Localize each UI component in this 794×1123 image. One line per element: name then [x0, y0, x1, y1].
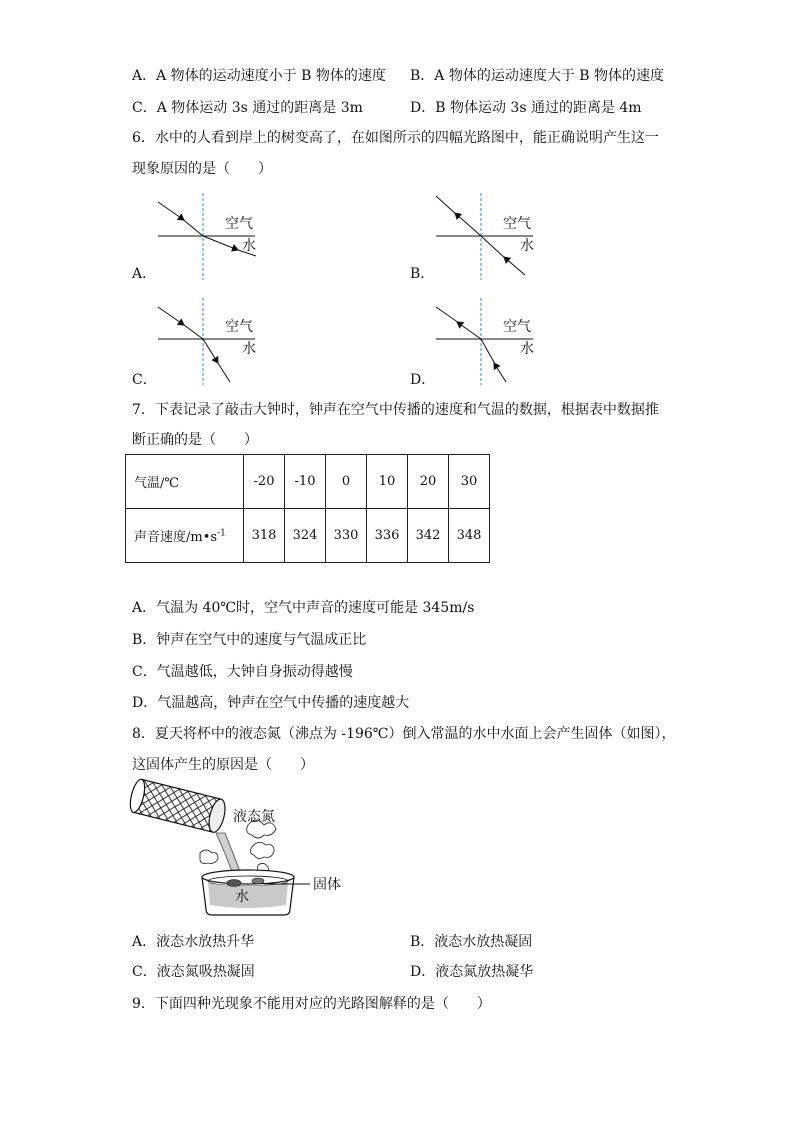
- q6-option-b-letter: B．: [410, 266, 435, 282]
- q5-option-d: D．B 物体运动 3s 通过的距离是 4m: [410, 100, 642, 116]
- air-label: 空气: [225, 216, 253, 232]
- air-label: 空气: [503, 216, 531, 232]
- table-row: [126, 509, 490, 563]
- table-cell: 0: [326, 455, 367, 509]
- liquid-nitrogen-figure: [130, 785, 360, 920]
- q7-option-a: A．气温为 40℃时，空气中声音的速度可能是 345m/s: [132, 600, 475, 616]
- q6-option-d-letter: D．: [410, 372, 436, 388]
- table-header-text: 声音速度/m•s: [134, 530, 218, 545]
- q5-option-c: C．A 物体运动 3s 通过的距离是 3m: [132, 100, 363, 116]
- table-cell: -20: [244, 455, 285, 509]
- q8-option-c: C．液态氮吸热凝固: [132, 964, 255, 980]
- water-label: 水: [242, 238, 256, 254]
- q8-stem-line2: 这固体产生的原因是（ ）: [132, 757, 314, 773]
- solid-label: 固体: [313, 877, 341, 893]
- q6-stem-line1: 6．水中的人看到岸上的树变高了，在如图所示的四幅光路图中，能正确说明产生这一: [132, 130, 659, 146]
- q6-stem-line2: 现象原因的是（ ）: [132, 161, 272, 177]
- table-cell: [126, 509, 244, 563]
- q7-stem-line1: 7．下表记录了敲击大钟时，钟声在空气中传播的速度和气温的数据，根据表中数据推: [132, 402, 659, 418]
- liquid-nitrogen-label: 液态氮: [233, 809, 275, 825]
- table-header-sup: -1: [217, 528, 226, 539]
- q8-option-a: A．液态水放热升华: [132, 934, 255, 950]
- q8-option-b: B．液态水放热凝固: [410, 934, 533, 950]
- table-cell: -10: [285, 455, 326, 509]
- q6-figure-c: [150, 295, 270, 390]
- water-label: 水: [235, 889, 249, 905]
- table-cell: 348: [449, 509, 490, 563]
- q5-option-b: B．A 物体的运动速度大于 B 物体的速度: [410, 68, 665, 84]
- q5-option-a: A．A 物体的运动速度小于 B 物体的速度: [132, 68, 386, 84]
- table-cell: 336: [367, 509, 408, 563]
- q6-figure-b: [428, 190, 548, 285]
- table-cell: 20: [408, 455, 449, 509]
- q8-stem-line1: 8．夏天将杯中的液态氮（沸点为 -196℃）倒入常温的水中水面上会产生固体（如图），: [132, 726, 676, 742]
- table-cell: 324: [285, 509, 326, 563]
- q7-option-b: B．钟声在空气中的速度与气温成正比: [132, 632, 367, 648]
- table-row: [126, 455, 490, 509]
- water-label: 水: [520, 341, 534, 357]
- q6-option-c-letter: C．: [132, 372, 157, 388]
- air-label: 空气: [503, 319, 531, 335]
- q7-option-c: C．气温越低，大钟自身振动得越慢: [132, 664, 353, 680]
- air-label: 空气: [225, 319, 253, 335]
- table-cell: 330: [326, 509, 367, 563]
- q8-option-d: D．液态氮放热凝华: [410, 964, 534, 980]
- table-cell: 318: [244, 509, 285, 563]
- water-label: 水: [242, 341, 256, 357]
- q7-option-d: D．气温越高，钟声在空气中传播的速度越大: [132, 695, 410, 711]
- table-cell: 30: [449, 455, 490, 509]
- q6-figure-a: [150, 190, 270, 285]
- table-cell: 10: [367, 455, 408, 509]
- q7-stem-line2: 断正确的是（ ）: [132, 432, 258, 448]
- data-table: [125, 454, 490, 563]
- table-cell: 气温/℃: [126, 455, 244, 509]
- table-cell: 342: [408, 509, 449, 563]
- water-label: 水: [520, 238, 534, 254]
- q6-figure-d: [428, 295, 548, 390]
- q9-stem-line1: 9．下面四种光现象不能用对应的光路图解释的是（ ）: [132, 996, 491, 1012]
- q6-option-a-letter: A．: [132, 266, 157, 282]
